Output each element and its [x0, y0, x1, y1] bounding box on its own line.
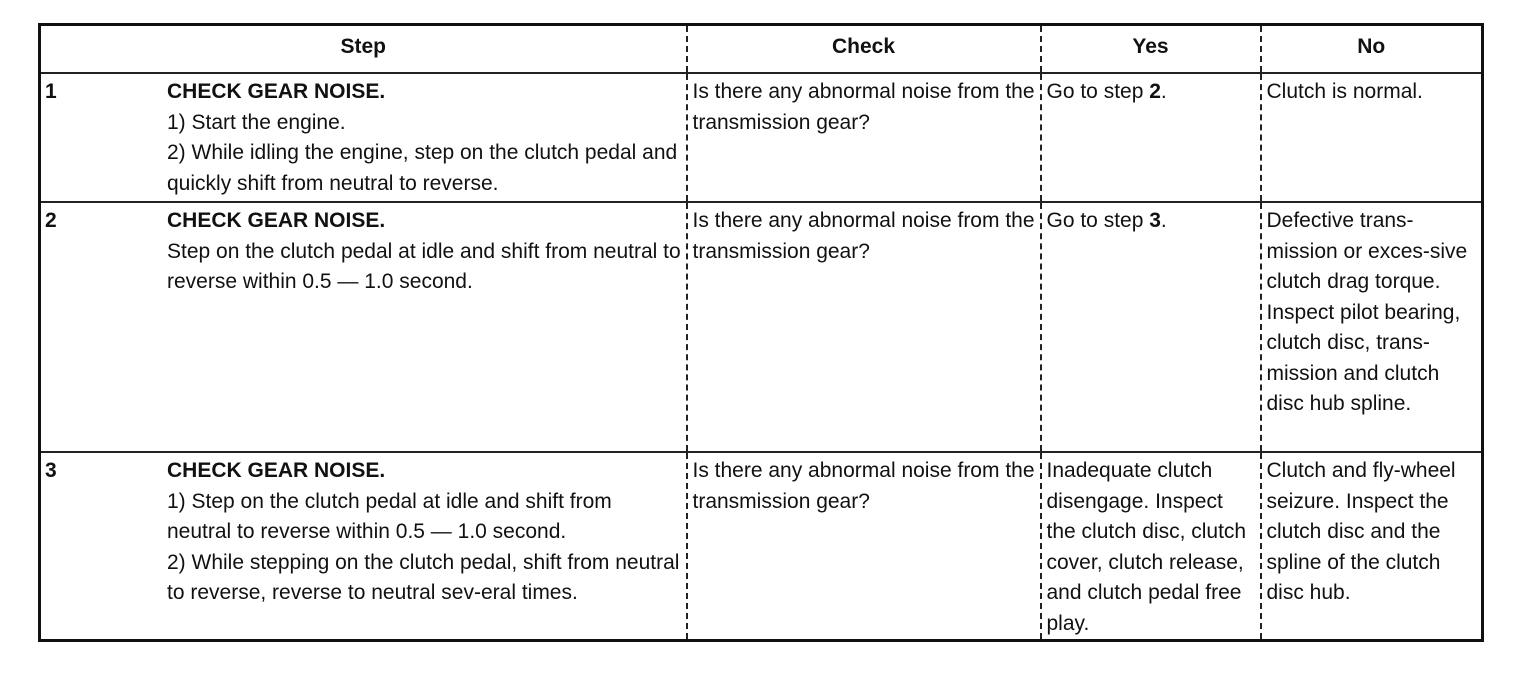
check-cell — [687, 452, 1041, 641]
check-question: Is there any abnormal noise from the transmission gear? — [692, 209, 1035, 263]
header-step: Step — [40, 25, 687, 74]
check-question: Is there any abnormal noise from the transmission gear? — [692, 80, 1035, 134]
yes-prefix: Go to step — [1046, 209, 1150, 232]
check-cell — [687, 202, 1041, 452]
step-title: CHECK GEAR NOISE. — [167, 459, 386, 482]
step-title: CHECK GEAR NOISE. — [167, 80, 386, 103]
step-instruction: 1) Step on the clutch pedal at idle and shift from neutral to reverse within 0.5 — 1.0 second. — [167, 489, 612, 543]
diagnostic-table — [38, 23, 1484, 642]
step-number: 1 — [45, 80, 57, 103]
no-cell — [1261, 202, 1483, 452]
step-instruction: 2) While idling the engine, step on the clutch pedal and quickly shift from neutral to reverse. — [167, 141, 678, 195]
yes-action — [1042, 203, 1260, 237]
no-cell — [1261, 73, 1483, 202]
table-row — [40, 73, 1483, 202]
step-cell — [40, 452, 687, 641]
yes-step-ref: 2 — [1149, 80, 1161, 103]
header-check: Check — [687, 25, 1041, 74]
table-row — [40, 202, 1483, 452]
yes-prefix: Go to step — [1046, 80, 1150, 103]
yes-action: Inadequate clutch disengage. Inspect the clutch disc, clutch cover, clutch release, and clutch pedal free play. — [1046, 459, 1247, 635]
table-row — [40, 452, 1483, 641]
yes-step-ref: 3 — [1149, 209, 1161, 232]
step-cell — [40, 202, 687, 452]
step-instruction: 2) While stepping on the clutch pedal, shift from neutral to reverse, reverse to neutral sev-eral times. — [167, 550, 680, 604]
yes-action — [1042, 74, 1260, 108]
no-action: Clutch is normal. — [1266, 80, 1423, 103]
header-no: No — [1261, 25, 1483, 74]
step-number: 2 — [45, 209, 57, 232]
yes-suffix: . — [1160, 80, 1167, 103]
no-cell — [1261, 452, 1483, 641]
no-action: Clutch and fly-wheel seizure. Inspect the clutch disc and the spline of the clutch disc hub. — [1266, 459, 1456, 604]
yes-cell — [1041, 452, 1261, 641]
step-title: CHECK GEAR NOISE. — [167, 209, 386, 232]
yes-suffix: . — [1160, 209, 1167, 232]
yes-cell — [1041, 202, 1261, 452]
step-instruction: 1) Start the engine. — [167, 110, 346, 134]
step-cell — [40, 73, 687, 202]
no-action: Defective trans-mission or exces-sive clutch drag torque. Inspect pilot bearing, clutch disc, trans-mission and clutch disc hub spline. — [1266, 209, 1468, 415]
yes-cell — [1041, 73, 1261, 202]
check-cell — [687, 73, 1041, 202]
check-question: Is there any abnormal noise from the transmission gear? — [692, 459, 1035, 513]
step-number: 3 — [45, 459, 57, 482]
header-row — [40, 25, 1483, 74]
header-yes: Yes — [1041, 25, 1261, 74]
step-instruction: Step on the clutch pedal at idle and shift from neutral to reverse within 0.5 — 1.0 second. — [167, 239, 681, 293]
